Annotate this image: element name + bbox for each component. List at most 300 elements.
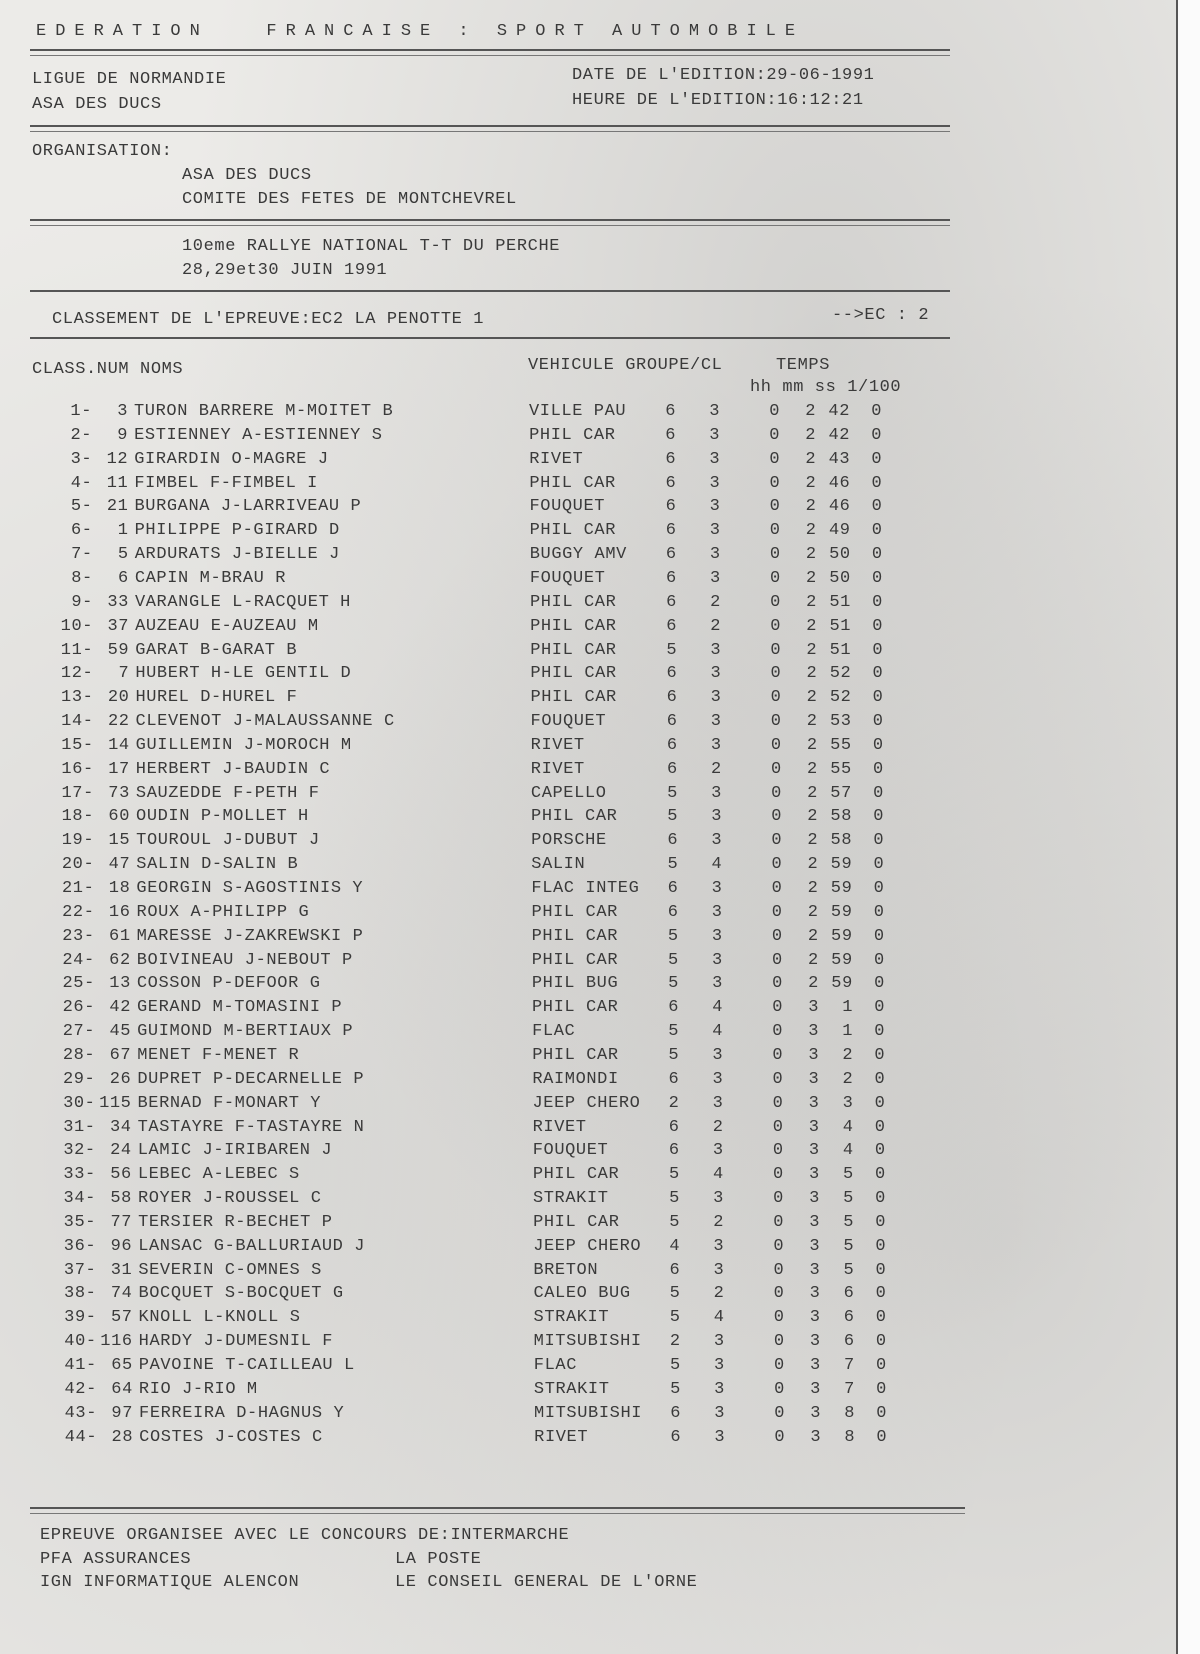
- time-ss: 46: [828, 473, 851, 493]
- position: 14-: [61, 712, 94, 732]
- time-hh: 0: [770, 688, 782, 708]
- time-mm: 3: [808, 1093, 820, 1113]
- vehicle: RIVET: [529, 449, 584, 469]
- crew-names: MARESSE J-ZAKREWSKI P: [136, 926, 364, 946]
- position: 20-: [61, 855, 95, 875]
- time-hundredths: 0: [873, 855, 885, 875]
- position: 22-: [62, 902, 95, 922]
- vehicle: MITSUBISHI: [534, 1403, 643, 1423]
- crew-names: HARDY J-DUMESNIL F: [138, 1332, 334, 1352]
- car-number: 6: [118, 568, 129, 588]
- rule-1: [30, 125, 950, 127]
- class: 4: [713, 1165, 724, 1185]
- crew-names: TERSIER R-BECHET P: [138, 1212, 333, 1232]
- vehicle: PHIL CAR: [531, 926, 619, 946]
- rule-4: [30, 337, 950, 339]
- group: 6: [670, 1427, 682, 1447]
- vehicle: PHIL CAR: [532, 1045, 619, 1065]
- crew-names: LEBEC A-LEBEC S: [137, 1165, 300, 1185]
- time-hundredths: 0: [875, 1189, 886, 1209]
- table-row: [0, 807, 1000, 831]
- asa-label: ASA DES DUCS: [32, 95, 162, 114]
- crew-names: BURGANA J-LARRIVEAU P: [134, 497, 362, 517]
- time-hundredths: 0: [873, 879, 885, 898]
- class: 2: [713, 1212, 725, 1232]
- car-number: 9: [117, 425, 129, 445]
- car-number: 34: [109, 1117, 132, 1137]
- table-row: [0, 1261, 1000, 1285]
- position: 24-: [62, 950, 95, 970]
- car-number: 26: [109, 1069, 132, 1089]
- group: 6: [668, 1069, 680, 1089]
- crew-names: HUBERT H-LE GENTIL D: [135, 664, 352, 684]
- time-mm: 3: [809, 1212, 821, 1232]
- car-number: 17: [108, 759, 130, 779]
- group: 6: [665, 545, 677, 565]
- vehicle: PHIL CAR: [532, 998, 619, 1018]
- time-hundredths: 0: [874, 1093, 886, 1113]
- time-hh: 0: [773, 1165, 784, 1185]
- position: 44-: [64, 1427, 98, 1447]
- time-ss: 4: [842, 1117, 854, 1137]
- footer-sponsor-poste: LA POSTE: [395, 1550, 482, 1569]
- time-ss: 59: [830, 902, 853, 922]
- class: 3: [712, 1141, 724, 1161]
- table-row: [0, 1237, 1000, 1261]
- car-number: 16: [108, 902, 131, 922]
- time-hh: 0: [771, 807, 783, 827]
- car-number: 14: [108, 735, 130, 755]
- footer-line-1: EPREUVE ORGANISEE AVEC LE CONCOURS DE:INTERMARCHE: [40, 1526, 570, 1545]
- time-hh: 0: [769, 545, 781, 565]
- rule-2: [30, 219, 950, 221]
- time-ss: 2: [842, 1069, 854, 1089]
- time-mm: 2: [806, 664, 818, 684]
- time-mm: 3: [810, 1427, 822, 1447]
- time-hundredths: 0: [871, 521, 883, 541]
- time-mm: 3: [809, 1332, 821, 1352]
- crew-names: FERREIRA D-HAGNUS Y: [139, 1403, 345, 1423]
- position: 5-: [70, 497, 93, 517]
- time-ss: 55: [830, 735, 852, 755]
- time-mm: 2: [805, 545, 817, 565]
- vehicle: FOUQUET: [532, 1141, 609, 1161]
- class: 2: [712, 1117, 724, 1137]
- position: 27-: [62, 1022, 96, 1042]
- crew-names: BOIVINEAU J-NEBOUT P: [136, 950, 353, 970]
- vehicle: FOUQUET: [529, 497, 606, 517]
- time-ss: 3: [842, 1093, 854, 1113]
- car-number: 47: [108, 855, 131, 875]
- time-hh: 0: [770, 664, 782, 684]
- time-mm: 3: [809, 1284, 821, 1304]
- time-hundredths: 0: [874, 1117, 886, 1137]
- position: 33-: [63, 1165, 96, 1185]
- crew-names: PAVOINE T-CAILLEAU L: [138, 1356, 355, 1375]
- time-mm: 3: [809, 1189, 820, 1209]
- time-ss: 1: [842, 1022, 854, 1042]
- vehicle: MITSUBISHI: [533, 1332, 642, 1352]
- table-row: [0, 521, 1000, 545]
- time-hundredths: 0: [874, 998, 885, 1018]
- vehicle: PHIL CAR: [529, 425, 616, 445]
- rule-3: [30, 290, 950, 292]
- class: 4: [711, 855, 723, 875]
- class: 2: [710, 616, 722, 636]
- group: 6: [668, 1141, 680, 1161]
- group: 6: [667, 902, 679, 922]
- position: 7-: [71, 545, 93, 565]
- vehicle: FLAC INTEG: [531, 879, 640, 898]
- time-mm: 2: [806, 592, 817, 612]
- time-ss: 55: [830, 759, 852, 779]
- column-header-temps: TEMPS: [776, 356, 831, 375]
- time-hundredths: 0: [874, 1045, 886, 1065]
- time-hundredths: 0: [876, 1403, 888, 1423]
- class: 2: [710, 592, 721, 612]
- time-ss: 53: [829, 712, 852, 732]
- class: 3: [714, 1427, 726, 1447]
- class: 3: [710, 712, 722, 732]
- position: 3-: [70, 449, 93, 469]
- class: 3: [709, 497, 721, 517]
- class: 3: [710, 735, 722, 755]
- position: 30-: [63, 1093, 96, 1113]
- organisation-line-2: COMITE DES FETES DE MONTCHEVREL: [182, 190, 517, 209]
- time-hundredths: 0: [874, 1069, 886, 1089]
- time-mm: 2: [805, 449, 817, 469]
- group: 6: [665, 449, 677, 469]
- group: 5: [667, 807, 679, 827]
- time-ss: 7: [843, 1356, 855, 1375]
- position: 39-: [64, 1308, 97, 1328]
- table-row: [0, 736, 1000, 760]
- vehicle: RIVET: [534, 1427, 589, 1447]
- table-row: [0, 951, 1000, 975]
- time-ss: 50: [829, 545, 851, 565]
- car-number: 12: [106, 449, 129, 469]
- group: 6: [667, 879, 679, 898]
- time-hundredths: 0: [876, 1427, 888, 1447]
- crew-names: FIMBEL F-FIMBEL I: [134, 473, 318, 493]
- group: 6: [666, 616, 678, 636]
- time-mm: 3: [808, 1045, 820, 1065]
- group: 6: [666, 664, 678, 684]
- time-hundredths: 0: [876, 1379, 887, 1399]
- position: 11-: [60, 640, 94, 660]
- crew-names: GUILLEMIN J-MOROCH M: [135, 735, 352, 755]
- group: 5: [669, 1284, 681, 1304]
- crew-names: BERNAD F-MONART Y: [137, 1093, 322, 1113]
- time-mm: 3: [809, 1356, 821, 1375]
- crew-names: TURON BARRERE M-MOITET B: [134, 402, 394, 421]
- table-row: [0, 903, 1000, 927]
- table-row: [0, 1022, 1000, 1046]
- table-row: [0, 664, 1000, 688]
- vehicle: STRAKIT: [533, 1308, 610, 1328]
- position: 8-: [71, 568, 93, 588]
- time-hh: 0: [771, 855, 783, 875]
- class: 3: [710, 568, 721, 588]
- car-number: 20: [107, 688, 130, 708]
- crew-names: GIRARDIN O-MAGRE J: [134, 449, 329, 469]
- position: 43-: [64, 1403, 98, 1423]
- time-hh: 0: [771, 831, 783, 851]
- group: 5: [669, 1308, 681, 1328]
- time-ss: 5: [843, 1236, 855, 1256]
- car-number: 45: [109, 1022, 132, 1042]
- time-mm: 3: [809, 1260, 821, 1280]
- table-row: [0, 1428, 1000, 1452]
- position: 36-: [63, 1236, 97, 1256]
- car-number: 11: [106, 473, 129, 493]
- event-name: 10eme RALLYE NATIONAL T-T DU PERCHE: [182, 237, 561, 256]
- time-hh: 0: [771, 950, 783, 970]
- time-mm: 3: [808, 1069, 820, 1089]
- time-hundredths: 0: [875, 1356, 887, 1375]
- time-hundredths: 0: [871, 497, 883, 517]
- class: 3: [712, 974, 723, 994]
- vehicle: PHIL CAR: [533, 1212, 620, 1232]
- table-row: [0, 641, 1000, 665]
- time-hh: 0: [772, 1093, 784, 1113]
- time-ss: 50: [829, 568, 851, 588]
- car-number: 64: [111, 1379, 133, 1399]
- time-ss: 7: [844, 1379, 855, 1399]
- edition-date: DATE DE L'EDITION:29-06-1991: [572, 66, 875, 85]
- time-ss: 6: [843, 1308, 855, 1328]
- organisation-line-1: ASA DES DUCS: [182, 166, 312, 185]
- time-mm: 3: [810, 1379, 821, 1399]
- class: 3: [709, 425, 721, 445]
- organisation-label: ORGANISATION:: [32, 142, 173, 161]
- table-row: [0, 1046, 1000, 1070]
- group: 5: [667, 926, 679, 946]
- time-hh: 0: [774, 1403, 786, 1423]
- time-hh: 0: [772, 1141, 784, 1161]
- footer-rule-2: [30, 1513, 965, 1514]
- class: 3: [714, 1403, 726, 1423]
- position: 29-: [62, 1069, 96, 1089]
- time-mm: 3: [808, 1141, 820, 1161]
- car-number: 3: [117, 402, 128, 421]
- time-hundredths: 0: [872, 688, 884, 708]
- time-hh: 0: [773, 1332, 785, 1352]
- table-row: [0, 1356, 1000, 1380]
- time-mm: 2: [805, 497, 817, 517]
- time-hh: 0: [770, 735, 782, 755]
- time-ss: 2: [842, 1045, 854, 1065]
- footer-sponsor-pfa: PFA ASSURANCES: [40, 1550, 192, 1569]
- time-hh: 0: [770, 759, 782, 779]
- vehicle: PHIL CAR: [530, 664, 617, 684]
- position: 34-: [63, 1189, 96, 1209]
- crew-names: GERAND M-TOMASINI P: [137, 998, 343, 1018]
- time-hundredths: 0: [871, 402, 882, 421]
- group: 6: [665, 402, 676, 421]
- table-row: [0, 450, 1000, 474]
- column-header-class-num-noms: CLASS.NUM NOMS: [32, 360, 184, 379]
- time-ss: 59: [831, 926, 853, 946]
- position: 10-: [60, 616, 94, 636]
- time-hh: 0: [772, 1069, 784, 1089]
- table-row: [0, 402, 1000, 426]
- time-hundredths: 0: [875, 1212, 887, 1232]
- time-mm: 2: [807, 950, 819, 970]
- time-hundredths: 0: [875, 1284, 887, 1304]
- crew-names: ARDURATS J-BIELLE J: [134, 545, 340, 565]
- vehicle: JEEP CHERO: [532, 1093, 641, 1113]
- class: 3: [709, 449, 721, 469]
- time-mm: 2: [805, 425, 817, 445]
- time-mm: 2: [806, 568, 817, 588]
- crew-names: LAMIC J-IRIBAREN J: [137, 1141, 333, 1161]
- classement-title: CLASSEMENT DE L'EPREUVE:EC2 LA PENOTTE 1: [52, 310, 485, 329]
- vehicle: PHIL CAR: [531, 950, 619, 970]
- time-mm: 3: [808, 998, 819, 1018]
- class: 3: [709, 521, 721, 541]
- crew-names: LANSAC G-BALLURIAUD J: [138, 1236, 366, 1256]
- vehicle: STRAKIT: [533, 1379, 610, 1399]
- class: 3: [712, 1045, 724, 1065]
- time-hh: 0: [770, 592, 781, 612]
- car-number: 96: [110, 1236, 133, 1256]
- group: 5: [667, 783, 678, 803]
- crew-names: COSTES J-COSTES C: [139, 1427, 323, 1447]
- vehicle: CAPELLO: [530, 783, 607, 803]
- time-mm: 2: [806, 712, 818, 732]
- car-number: 59: [107, 640, 130, 660]
- time-hundredths: 0: [875, 1236, 887, 1256]
- time-hh: 0: [773, 1236, 785, 1256]
- group: 6: [668, 1117, 680, 1137]
- time-ss: 8: [844, 1427, 856, 1447]
- time-ss: 57: [830, 783, 852, 803]
- time-mm: 2: [807, 902, 819, 922]
- position: 37-: [63, 1260, 97, 1280]
- position: 1-: [70, 402, 92, 421]
- table-row: [0, 688, 1000, 712]
- class: 3: [713, 1332, 725, 1352]
- time-hundredths: 0: [872, 592, 883, 612]
- time-ss: 59: [831, 950, 853, 970]
- column-header-time-units: hh mm ss 1/100: [750, 378, 902, 397]
- time-mm: 2: [807, 855, 819, 875]
- vehicle: PHIL CAR: [530, 616, 617, 636]
- position: 15-: [61, 735, 94, 755]
- group: 5: [667, 950, 679, 970]
- table-row: [0, 569, 1000, 593]
- time-ss: 59: [831, 974, 853, 994]
- event-dates: 28,29et30 JUIN 1991: [182, 261, 388, 280]
- car-number: 77: [110, 1212, 133, 1232]
- position: 38-: [64, 1284, 97, 1304]
- class: 2: [713, 1284, 725, 1304]
- table-row: [0, 1070, 1000, 1094]
- class: 3: [713, 1356, 725, 1375]
- class: 4: [712, 998, 723, 1018]
- group: 5: [666, 640, 678, 660]
- table-row: [0, 593, 1000, 617]
- vehicle: FLAC: [532, 1022, 576, 1042]
- time-mm: 2: [805, 521, 817, 541]
- class: 3: [713, 1189, 724, 1209]
- group: 6: [666, 592, 677, 612]
- time-hh: 0: [771, 783, 782, 803]
- table-row: [0, 1118, 1000, 1142]
- time-hundredths: 0: [872, 568, 883, 588]
- vehicle: VILLE PAU: [529, 402, 627, 421]
- table-row: [0, 855, 1000, 879]
- class: 3: [712, 1069, 724, 1089]
- table-row: [0, 1284, 1000, 1308]
- time-ss: 46: [828, 497, 851, 517]
- time-hundredths: 0: [875, 1332, 887, 1352]
- car-number: 15: [108, 831, 131, 851]
- time-hh: 0: [770, 616, 782, 636]
- position: 13-: [61, 688, 94, 708]
- time-hundredths: 0: [873, 807, 885, 827]
- class: 4: [712, 1022, 724, 1042]
- position: 31-: [63, 1117, 96, 1137]
- time-hh: 0: [769, 521, 781, 541]
- crew-names: MENET F-MENET R: [137, 1045, 300, 1065]
- vehicle: FOUQUET: [530, 712, 607, 732]
- time-hundredths: 0: [873, 926, 885, 946]
- crew-names: VARANGLE L-RACQUET H: [134, 592, 351, 612]
- group: 5: [669, 1165, 680, 1185]
- car-number: 31: [110, 1260, 133, 1280]
- time-hh: 0: [770, 640, 782, 660]
- time-hh: 0: [770, 568, 781, 588]
- crew-names: CAPIN M-BRAU R: [134, 568, 287, 588]
- group: 6: [666, 759, 678, 779]
- time-hh: 0: [771, 926, 783, 946]
- car-number: 5: [117, 545, 129, 565]
- car-number: 28: [111, 1427, 134, 1447]
- group: 6: [665, 425, 677, 445]
- position: 40-: [64, 1332, 97, 1352]
- car-number: 7: [118, 664, 130, 684]
- time-mm: 2: [806, 688, 818, 708]
- class: 3: [710, 664, 722, 684]
- class: 3: [713, 1260, 725, 1280]
- time-ss: 6: [843, 1284, 855, 1304]
- time-hh: 0: [772, 1117, 784, 1137]
- crew-names: TOUROUL J-DUBUT J: [136, 831, 320, 851]
- time-hh: 0: [774, 1427, 786, 1447]
- time-hundredths: 0: [875, 1165, 886, 1185]
- class: 3: [711, 879, 723, 898]
- group: 6: [666, 568, 677, 588]
- class: 3: [711, 902, 723, 922]
- crew-names: HUREL D-HUREL F: [135, 688, 298, 708]
- table-row: [0, 497, 1000, 521]
- crew-names: CLEVENOT J-MALAUSSANNE C: [135, 712, 395, 732]
- time-hh: 0: [769, 425, 781, 445]
- car-number: 57: [110, 1308, 133, 1328]
- car-number: 73: [108, 783, 130, 803]
- group: 6: [670, 1403, 682, 1423]
- vehicle: PHIL CAR: [529, 592, 617, 612]
- class: 3: [710, 640, 722, 660]
- time-mm: 2: [806, 759, 818, 779]
- car-number: 22: [107, 712, 130, 732]
- time-ss: 8: [844, 1403, 856, 1423]
- time-hh: 0: [769, 497, 781, 517]
- vehicle: PHIL CAR: [531, 807, 618, 827]
- vehicle: PHIL CAR: [532, 1165, 620, 1185]
